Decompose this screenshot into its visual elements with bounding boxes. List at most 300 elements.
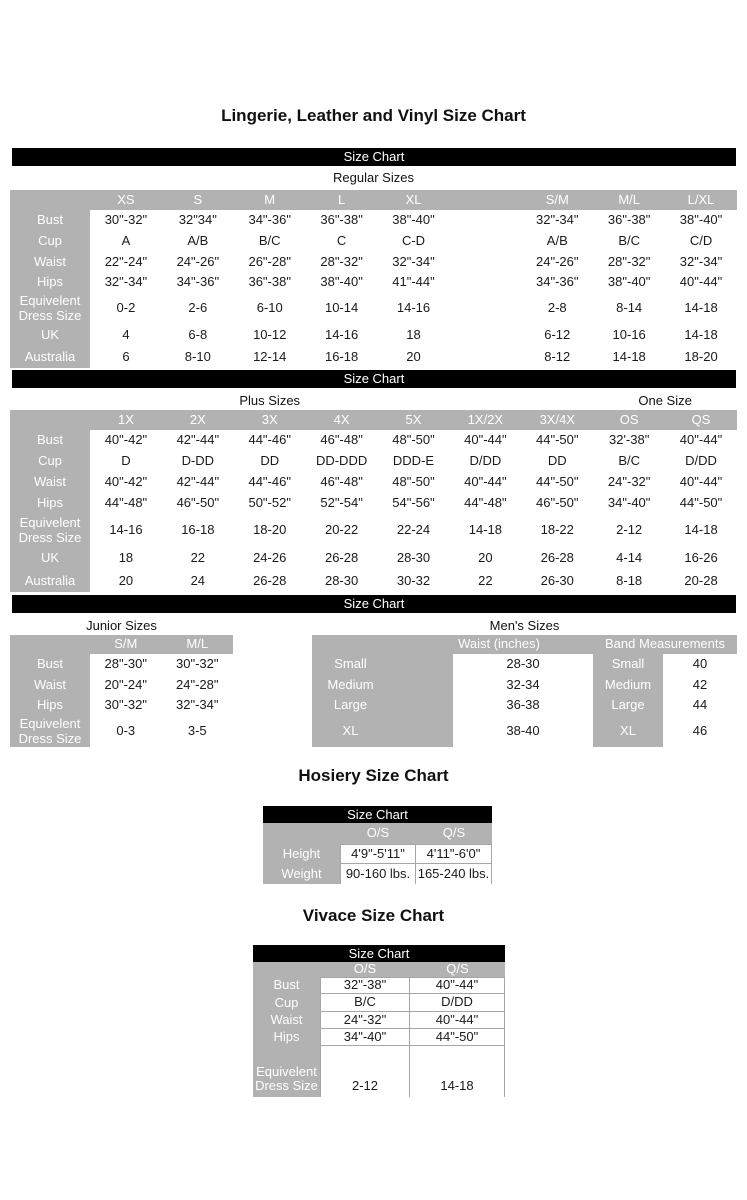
cell-text: 14-16: [396, 300, 431, 316]
size-value-cell: [306, 272, 378, 293]
size-value-cell: [663, 695, 737, 716]
row-label-cell: [253, 1012, 320, 1029]
cell-text: 8-12: [544, 348, 571, 364]
cell-text: Height: [282, 845, 321, 861]
size-value-cell: [665, 324, 737, 346]
size-value-cell: [378, 514, 450, 547]
size-value-cell: [90, 675, 162, 695]
cell-text: 14-18: [684, 326, 718, 342]
cell-text: D: [121, 453, 131, 469]
cell-text: 6-8: [188, 326, 208, 342]
size-value-cell: [162, 695, 234, 716]
size-value-cell: [320, 1029, 410, 1046]
size-value-cell: [410, 1012, 505, 1029]
column-header-cell: [665, 190, 737, 210]
size-value-cell: [449, 472, 521, 493]
cell-text: 14-18: [612, 348, 646, 364]
cell-text: 1X/2X: [467, 411, 504, 427]
cell-text: OS: [619, 411, 639, 427]
cell-text: 4: [122, 326, 130, 342]
size-chart-bar-label: Size Chart: [348, 946, 410, 961]
row-label-cell: [10, 675, 90, 695]
size-value-cell: [306, 293, 378, 324]
cell-text: 26-28: [324, 550, 359, 566]
cell-text: C: [336, 233, 347, 249]
column-header-cell: [593, 635, 737, 654]
cell-text: 10-12: [253, 326, 287, 342]
column-header-cell: [234, 190, 306, 210]
cell-text: 5X: [405, 411, 422, 427]
cell-text: 41"-44": [392, 274, 435, 290]
cell-text: Waist: [33, 676, 67, 692]
size-value-cell: [234, 324, 306, 346]
cell-text: 2-12: [351, 1078, 379, 1094]
page-title: Lingerie, Leather and Vinyl Size Chart: [221, 106, 526, 125]
cell-text: 6: [122, 348, 130, 364]
size-value-cell: [378, 570, 450, 592]
size-value-cell: [162, 493, 234, 514]
size-value-cell: [378, 252, 450, 272]
size-value-cell: [665, 272, 737, 293]
cell-text: 26"-28": [248, 253, 291, 269]
cell-text: Hips: [36, 495, 63, 511]
plus-sizes-label: Plus Sizes: [239, 392, 301, 408]
cell-text: 38"-40": [679, 212, 723, 228]
row-label-cell: [10, 252, 90, 272]
column-header-cell: [521, 190, 593, 210]
size-value-cell: [90, 272, 162, 293]
row-label-cell: [10, 210, 90, 231]
cell-text: Waist: [270, 1012, 303, 1028]
column-header-cell: [593, 190, 665, 210]
cell-text: 2-6: [188, 300, 208, 316]
cell-text: 16-18: [181, 522, 215, 538]
cell-text: 24"-32": [607, 474, 651, 490]
cell-text: Bust: [36, 656, 63, 672]
size-value-cell: [306, 472, 378, 493]
size-value-cell: [162, 324, 234, 346]
size-value-cell: [306, 346, 378, 368]
size-value-cell: [378, 210, 450, 231]
size-value-cell: [416, 864, 492, 884]
size-value-cell: [378, 451, 450, 472]
size-value-cell: [410, 994, 505, 1012]
size-value-cell: [665, 430, 737, 451]
cell-text: 44"-50": [536, 432, 579, 448]
row-label-cell: [10, 570, 90, 592]
cell-text: 32"-34": [176, 697, 219, 713]
size-value-cell: [320, 1012, 410, 1029]
size-value-cell: [521, 293, 593, 324]
row-label-cell: [263, 864, 340, 884]
cell-text: 34"-36": [536, 274, 579, 290]
row-label-cell: [593, 675, 663, 695]
size-value-cell: [234, 451, 306, 472]
size-value-cell: [234, 231, 306, 252]
size-chart-bar-label: Size Chart: [343, 149, 405, 164]
size-chart-bar-label: Size Chart: [347, 807, 408, 822]
cell-text: 24: [190, 572, 206, 588]
size-value-cell: [234, 430, 306, 451]
row-label-cell: [10, 346, 90, 368]
size-value-cell: [449, 570, 521, 592]
cell-text: 8-10: [184, 348, 211, 364]
size-value-cell: [90, 324, 162, 346]
size-value-cell: [90, 252, 162, 272]
cell-text: 34"-40": [343, 1029, 387, 1044]
size-value-cell: [665, 346, 737, 368]
cell-text: 0-3: [116, 723, 136, 739]
size-value-cell: [162, 430, 234, 451]
cell-text: B/C: [258, 233, 281, 249]
cell-text: DDD-E: [392, 453, 435, 469]
size-value-cell: [665, 514, 737, 547]
size-value-cell: [234, 272, 306, 293]
size-chart-bar-hosiery: [263, 806, 492, 823]
row-label-cell: [593, 716, 663, 747]
cell-text: 28-30: [506, 656, 540, 672]
cell-text: 46"-48": [320, 432, 363, 448]
row-label-cell: [10, 493, 90, 514]
cell-text: 46: [692, 723, 708, 739]
size-value-cell: [234, 346, 306, 368]
size-value-cell: [306, 324, 378, 346]
cell-text: 14-18: [684, 300, 718, 316]
cell-text: 44: [692, 697, 708, 713]
cell-text: 18-22: [540, 522, 574, 538]
column-header-cell: [306, 410, 378, 430]
size-value-cell: [162, 675, 234, 695]
vivace-size-table: [253, 945, 505, 1097]
cell-text: 44"-46": [248, 474, 291, 490]
size-value-cell: [340, 844, 416, 864]
column-header-cell: [10, 410, 90, 430]
row-label-cell: [10, 547, 90, 570]
cell-text: 10-16: [612, 326, 646, 342]
cell-text: 28-30: [396, 550, 431, 566]
cell-text: Waist: [33, 474, 67, 490]
row-label-cell: [10, 324, 90, 346]
cell-text: 32"-38": [343, 977, 387, 993]
cell-text: A/B: [546, 233, 568, 249]
size-value-cell: [306, 210, 378, 231]
cell-text: 8-18: [616, 572, 643, 588]
cell-text: 30"-32": [176, 656, 219, 672]
cell-text: M: [264, 191, 276, 207]
size-value-cell: [449, 252, 521, 272]
row-label-cell: [253, 1029, 320, 1046]
cell-text: 34"-36": [176, 274, 220, 290]
size-value-cell: [90, 514, 162, 547]
cell-text: 46"-50": [176, 495, 220, 511]
cell-text: D/DD: [441, 994, 473, 1010]
cell-text: S/M: [114, 636, 138, 652]
column-header-cell: [90, 190, 162, 210]
size-value-cell: [416, 844, 492, 864]
cell-text: Hips: [36, 697, 63, 713]
size-value-cell: [378, 493, 450, 514]
cell-text: C/D: [689, 233, 713, 249]
size-value-cell: [234, 252, 306, 272]
cell-text: XL: [342, 723, 359, 739]
size-value-cell: [665, 231, 737, 252]
size-value-cell: [90, 472, 162, 493]
size-value-cell: [665, 493, 737, 514]
cell-text: 32'-38": [608, 432, 650, 448]
cell-text: Hips: [273, 1029, 300, 1045]
cell-text: O/S: [366, 825, 390, 841]
size-value-cell: [521, 430, 593, 451]
size-value-cell: [162, 654, 234, 675]
size-value-cell: [234, 493, 306, 514]
cell-text: 30"-32": [104, 697, 147, 713]
column-header-cell: [306, 190, 378, 210]
size-value-cell: [162, 547, 234, 570]
size-value-cell: [665, 293, 737, 324]
cell-text: 14-18: [440, 1078, 474, 1094]
size-value-cell: [521, 514, 593, 547]
cell-text: 28"-30": [104, 656, 147, 672]
row-label-cell: [253, 977, 320, 994]
cell-text: 46"-48": [320, 474, 363, 490]
cell-text: Cup: [38, 233, 62, 249]
cell-text: B/C: [354, 994, 376, 1010]
row-label-cell: [10, 231, 90, 252]
size-value-cell: [378, 324, 450, 346]
size-value-cell: [593, 451, 665, 472]
column-header-cell: [521, 410, 593, 430]
cell-text: XS: [117, 191, 135, 207]
cell-text: B/C: [618, 233, 640, 249]
cell-text: Large: [333, 697, 368, 713]
cell-text: 36"-38": [607, 212, 651, 228]
cell-text: Medium: [327, 676, 374, 692]
cell-text: 8-14: [616, 300, 643, 316]
size-value-cell: [306, 451, 378, 472]
row-label-cell: [10, 451, 90, 472]
cell-text: O/S: [353, 962, 377, 977]
size-value-cell: [378, 547, 450, 570]
size-value-cell: [90, 430, 162, 451]
size-value-cell: [453, 654, 593, 675]
cell-text: Equivelent Dress Size: [18, 293, 82, 323]
cell-text: 32-34: [506, 676, 540, 692]
row-label-cell: [10, 430, 90, 451]
cell-text: 40"-44": [679, 474, 723, 490]
cell-text: M/L: [186, 636, 209, 652]
column-header-cell: [162, 410, 234, 430]
size-value-cell: [593, 472, 665, 493]
size-value-cell: [90, 210, 162, 231]
cell-text: 40"-42": [104, 474, 148, 490]
size-value-cell: [410, 1046, 505, 1097]
plus-one-size-label-row: [10, 391, 737, 409]
size-value-cell: [663, 654, 737, 675]
cell-text: 34"-36": [248, 212, 291, 228]
column-header-cell: [410, 962, 505, 977]
size-value-cell: [162, 272, 234, 293]
cell-text: 24"-32": [343, 1012, 387, 1027]
cell-text: 44"-50": [679, 495, 723, 511]
cell-text: Small: [334, 656, 367, 672]
size-value-cell: [162, 472, 234, 493]
size-value-cell: [593, 514, 665, 547]
cell-text: 16-26: [684, 550, 718, 566]
cell-text: Bust: [36, 432, 63, 448]
size-value-cell: [521, 231, 593, 252]
cell-text: 50"-52": [248, 495, 291, 511]
size-value-cell: [234, 210, 306, 231]
cell-text: 2-12: [616, 522, 643, 538]
size-value-cell: [449, 514, 521, 547]
cell-text: DD: [547, 453, 567, 469]
cell-text: 40"-44": [679, 274, 723, 290]
cell-text: Australia: [24, 572, 76, 588]
cell-text: 32"-34": [392, 253, 435, 269]
size-value-cell: [593, 231, 665, 252]
size-value-cell: [234, 570, 306, 592]
cell-text: 46"-50": [536, 495, 579, 511]
cell-text: 0-2: [116, 300, 136, 316]
cell-text: 44"-50": [536, 474, 579, 490]
cell-text: 20: [478, 550, 493, 566]
cell-text: A/B: [187, 233, 209, 249]
column-header-cell: [162, 190, 234, 210]
cell-text: Bust: [273, 977, 300, 993]
size-chart-bar-vivace: [253, 945, 505, 962]
row-label-cell: [10, 654, 90, 675]
size-value-cell: [521, 272, 593, 293]
cell-text: Cup: [38, 453, 62, 469]
cell-text: D/DD: [685, 453, 717, 469]
size-value-cell: [162, 210, 234, 231]
cell-text: Medium: [604, 676, 652, 692]
cell-text: 40"-44": [464, 474, 507, 490]
cell-text: 20-28: [684, 572, 718, 588]
cell-text: 10-14: [324, 300, 359, 316]
junior-sizes-label: Junior Sizes: [86, 617, 157, 633]
size-value-cell: [453, 716, 593, 747]
cell-text: 14-16: [109, 522, 143, 538]
cell-text: 2X: [189, 411, 206, 427]
size-value-cell: [521, 210, 593, 231]
junior-sizes-table: [10, 635, 233, 747]
cell-text: 44"-46": [248, 432, 291, 448]
cell-text: 18-20: [253, 522, 287, 538]
cell-text: 48"-50": [392, 432, 435, 448]
mens-sizes-label: Men's Sizes: [489, 617, 560, 633]
size-value-cell: [378, 346, 450, 368]
cell-text: 20"-24": [104, 676, 147, 692]
size-value-cell: [378, 472, 450, 493]
cell-text: 40: [692, 656, 708, 672]
row-label-cell: [10, 716, 90, 747]
size-value-cell: [449, 451, 521, 472]
column-header-cell: [449, 190, 521, 210]
cell-text: 38"-40": [607, 274, 651, 290]
size-value-cell: [593, 293, 665, 324]
cell-text: 26-28: [540, 550, 574, 566]
cell-text: 22: [478, 572, 493, 588]
cell-text: Cup: [274, 994, 299, 1010]
size-value-cell: [306, 493, 378, 514]
cell-text: 90-160 lbs.: [345, 865, 411, 881]
size-value-cell: [663, 716, 737, 747]
cell-text: 2-8: [547, 300, 567, 316]
column-header-cell: [10, 190, 90, 210]
row-label-cell: [312, 675, 453, 695]
cell-text: UK: [40, 326, 60, 342]
size-value-cell: [449, 493, 521, 514]
size-value-cell: [162, 570, 234, 592]
cell-text: 48"-50": [392, 474, 435, 490]
column-header-cell: [593, 410, 665, 430]
column-header-cell: [416, 823, 492, 844]
junior-mens-label-row: [0, 616, 747, 634]
cell-text: 3X/4X: [539, 411, 575, 427]
cell-text: 6-12: [544, 326, 571, 342]
row-label-cell: [10, 695, 90, 716]
size-value-cell: [378, 272, 450, 293]
row-label-cell: [10, 514, 90, 547]
row-label-cell: [312, 695, 453, 716]
cell-text: Hips: [36, 274, 63, 290]
size-value-cell: [320, 994, 410, 1012]
size-value-cell: [663, 675, 737, 695]
size-value-cell: [162, 231, 234, 252]
cell-text: Weight: [281, 865, 322, 881]
size-value-cell: [521, 346, 593, 368]
row-label-cell: [253, 994, 320, 1012]
cell-text: XL: [620, 723, 636, 739]
cell-text: S/M: [545, 191, 569, 207]
size-value-cell: [521, 493, 593, 514]
cell-text: Bust: [36, 212, 63, 228]
row-label-cell: [10, 472, 90, 493]
size-value-cell: [593, 252, 665, 272]
size-value-cell: [449, 324, 521, 346]
cell-text: 22: [190, 550, 206, 566]
cell-text: 40"-44": [679, 432, 723, 448]
regular-sizes-table: [10, 190, 737, 368]
cell-text: QS: [691, 411, 711, 427]
cell-text: 36"-38": [248, 274, 291, 290]
cell-text: 32"-34": [536, 212, 579, 228]
cell-text: 36-38: [506, 697, 540, 713]
cell-text: 32"-34": [104, 274, 148, 290]
size-value-cell: [234, 514, 306, 547]
cell-text: 38"-40": [320, 274, 363, 290]
size-value-cell: [306, 430, 378, 451]
size-value-cell: [521, 451, 593, 472]
row-label-cell: [312, 654, 453, 675]
cell-text: 20: [406, 348, 421, 364]
cell-text: 18-20: [684, 348, 718, 364]
cell-text: 28-30: [324, 572, 359, 588]
column-header-cell: [263, 823, 340, 844]
cell-text: 40"-44": [435, 977, 479, 993]
size-value-cell: [306, 252, 378, 272]
column-header-cell: [90, 635, 162, 654]
cell-text: 44"-50": [435, 1029, 479, 1044]
size-value-cell: [162, 716, 234, 747]
size-value-cell: [449, 210, 521, 231]
size-value-cell: [320, 1046, 410, 1097]
cell-text: 4'9"-5'11": [351, 845, 405, 861]
size-value-cell: [665, 472, 737, 493]
vivace-title: Vivace Size Chart: [302, 906, 445, 925]
cell-text: 12-14: [253, 348, 287, 364]
